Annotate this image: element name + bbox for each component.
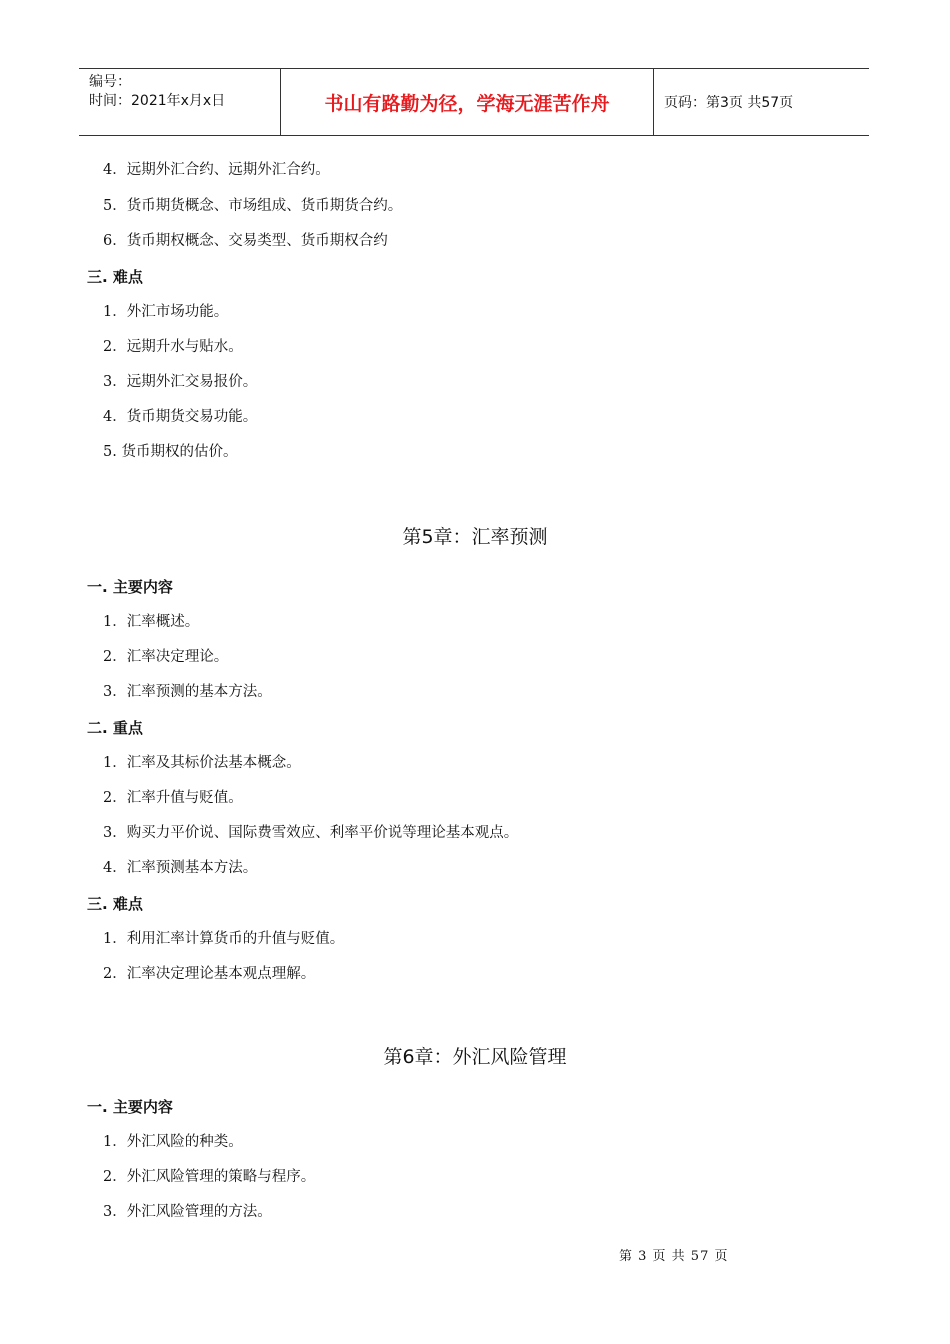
list-item: 4．远期外汇合约、远期外汇合约。 — [103, 162, 330, 178]
list-item: 3．购买力平价说、国际费雪效应、利率平价说等理论基本观点。 — [103, 825, 519, 841]
list-item: 1．利用汇率计算货币的升值与贬值。 — [103, 931, 345, 947]
header-time-label: 时间：2021年x月x日 — [89, 93, 226, 109]
list-item: 3．汇率预测的基本方法。 — [103, 684, 272, 700]
list-item: 6．货币期权概念、交易类型、货币期权合约 — [103, 233, 388, 249]
list-item: 1．外汇风险的种类。 — [103, 1134, 243, 1150]
list-item: 2．汇率决定理论基本观点理解。 — [103, 966, 316, 982]
header-meta — [79, 69, 281, 135]
list-item: 2．汇率决定理论。 — [103, 649, 229, 665]
list-item: 2．外汇风险管理的策略与程序。 — [103, 1169, 316, 1185]
list-item: 3．外汇风险管理的方法。 — [103, 1204, 272, 1220]
chapter-title: 第5章：汇率预测 — [402, 526, 548, 548]
list-item: 3．远期外汇交易报价。 — [103, 374, 258, 390]
page-header — [79, 68, 869, 136]
header-motto: 书山有路勤为径，学海无涯苦作舟 — [281, 69, 654, 135]
list-item: 5．货币期货概念、市场组成、货币期货合约。 — [103, 198, 403, 214]
chapter-title: 第6章：外汇风险管理 — [383, 1046, 567, 1068]
section-heading-difficult: 三. 难点 — [87, 268, 143, 286]
list-item: 5. 货币期权的估价。 — [103, 444, 238, 460]
section-heading-main: 一. 主要内容 — [87, 1098, 173, 1116]
list-item: 4．货币期货交易功能。 — [103, 409, 258, 425]
list-item: 2．汇率升值与贬值。 — [103, 790, 243, 806]
list-item: 2．远期升水与贴水。 — [103, 339, 243, 355]
header-page-info: 页码：第3页 共57页 — [664, 95, 794, 111]
header-number-label: 编号： — [89, 74, 131, 90]
section-heading-difficult: 三. 难点 — [87, 895, 143, 913]
list-item: 1．外汇市场功能。 — [103, 304, 229, 320]
section-heading-main: 一. 主要内容 — [87, 578, 173, 596]
list-item: 1．汇率及其标价法基本概念。 — [103, 755, 301, 771]
section-heading-key: 二. 重点 — [87, 719, 143, 737]
page-footer: 第 3 页 共 57 页 — [619, 1249, 729, 1264]
list-item: 1．汇率概述。 — [103, 614, 200, 630]
list-item: 4．汇率预测基本方法。 — [103, 860, 258, 876]
